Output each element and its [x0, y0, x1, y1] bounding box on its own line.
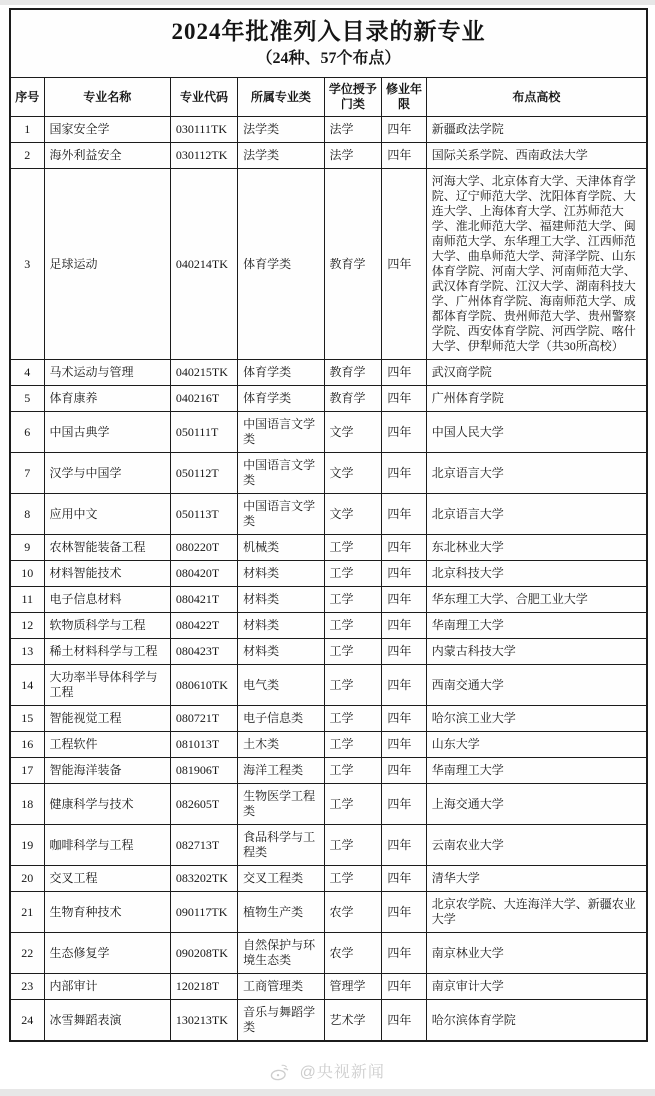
cell-universities: 南京审计大学	[426, 974, 646, 1000]
cell-major-name: 中国古典学	[44, 412, 170, 453]
cell-universities: 北京科技大学	[426, 561, 646, 587]
cell-category: 食品科学与工程类	[238, 825, 324, 866]
cell-universities: 清华大学	[426, 866, 646, 892]
cell-major-code: 081013T	[170, 732, 237, 758]
cell-major-code: 040214TK	[170, 169, 237, 360]
majors-table	[11, 78, 646, 1040]
cell-universities: 哈尔滨工业大学	[426, 706, 646, 732]
cell-major-name: 交叉工程	[44, 866, 170, 892]
cell-index: 7	[11, 453, 44, 494]
cell-major-code: 081906T	[170, 758, 237, 784]
cell-universities: 内蒙古科技大学	[426, 639, 646, 665]
cell-major-name: 材料智能技术	[44, 561, 170, 587]
cell-duration: 四年	[382, 706, 426, 732]
cell-major-code: 030112TK	[170, 143, 237, 169]
cell-degree: 法学	[324, 117, 382, 143]
cell-major-code: 080420T	[170, 561, 237, 587]
cell-major-name: 工程软件	[44, 732, 170, 758]
cell-duration: 四年	[382, 933, 426, 974]
cell-major-code: 082605T	[170, 784, 237, 825]
cell-major-name: 健康科学与技术	[44, 784, 170, 825]
cell-degree: 工学	[324, 732, 382, 758]
cell-category: 植物生产类	[238, 892, 324, 933]
cell-degree: 法学	[324, 143, 382, 169]
cell-duration: 四年	[382, 412, 426, 453]
cell-major-name: 大功率半导体科学与工程	[44, 665, 170, 706]
table-row	[11, 386, 646, 412]
cell-duration: 四年	[382, 535, 426, 561]
cell-index: 24	[11, 1000, 44, 1041]
table-row	[11, 453, 646, 494]
table-row	[11, 866, 646, 892]
cell-degree: 教育学	[324, 169, 382, 360]
cell-universities: 云南农业大学	[426, 825, 646, 866]
table-row	[11, 412, 646, 453]
cell-major-name: 体育康养	[44, 386, 170, 412]
cell-degree: 工学	[324, 561, 382, 587]
cell-major-name: 农林智能装备工程	[44, 535, 170, 561]
cell-major-code: 050111T	[170, 412, 237, 453]
cell-major-name: 咖啡科学与工程	[44, 825, 170, 866]
cell-major-code: 050113T	[170, 494, 237, 535]
cell-index: 3	[11, 169, 44, 360]
cell-major-name: 海外利益安全	[44, 143, 170, 169]
cell-major-code: 080610TK	[170, 665, 237, 706]
cell-index: 6	[11, 412, 44, 453]
table-row	[11, 639, 646, 665]
cell-category: 材料类	[238, 587, 324, 613]
cell-universities: 中国人民大学	[426, 412, 646, 453]
cell-index: 5	[11, 386, 44, 412]
cell-degree: 管理学	[324, 974, 382, 1000]
table-row	[11, 494, 646, 535]
cell-major-code: 040216T	[170, 386, 237, 412]
col-header-category: 所属专业类	[238, 78, 324, 117]
cell-category: 电子信息类	[238, 706, 324, 732]
cell-universities: 北京农学院、大连海洋大学、新疆农业大学	[426, 892, 646, 933]
cell-duration: 四年	[382, 453, 426, 494]
cell-category: 材料类	[238, 613, 324, 639]
cell-category: 法学类	[238, 117, 324, 143]
cell-major-name: 内部审计	[44, 974, 170, 1000]
cell-major-name: 国家安全学	[44, 117, 170, 143]
cell-major-name: 电子信息材料	[44, 587, 170, 613]
cell-major-name: 生态修复学	[44, 933, 170, 974]
table-row	[11, 825, 646, 866]
cell-duration: 四年	[382, 974, 426, 1000]
cell-duration: 四年	[382, 639, 426, 665]
table-header-row	[11, 78, 646, 117]
col-header-degree: 学位授予门类	[324, 78, 382, 117]
cell-index: 20	[11, 866, 44, 892]
cell-duration: 四年	[382, 758, 426, 784]
page-subtitle: （24种、57个布点）	[256, 50, 401, 67]
cell-category: 中国语言文学类	[238, 412, 324, 453]
cell-category: 材料类	[238, 561, 324, 587]
table-row	[11, 169, 646, 360]
cell-index: 13	[11, 639, 44, 665]
cell-degree: 文学	[324, 494, 382, 535]
cell-major-code: 083202TK	[170, 866, 237, 892]
table-row	[11, 117, 646, 143]
cell-degree: 教育学	[324, 386, 382, 412]
cell-duration: 四年	[382, 825, 426, 866]
cell-major-name: 智能视觉工程	[44, 706, 170, 732]
cell-degree: 工学	[324, 587, 382, 613]
cell-major-name: 智能海洋装备	[44, 758, 170, 784]
cell-degree: 工学	[324, 665, 382, 706]
cell-universities: 广州体育学院	[426, 386, 646, 412]
cell-category: 法学类	[238, 143, 324, 169]
cell-universities: 河海大学、北京体育大学、天津体育学院、辽宁师范大学、沈阳体育学院、大连大学、上海体育大学、江苏师范大学、淮北师范大学、福建师范大学、闽南师范大学、东华理工大学、江西师范大学、曲阜师范大学、菏泽学院、山东体育学院、河南大学、河南师范大学、武汉体育学院、江汉大学、湖南科技大学、广州体育学院、海南师范大学、成都体育学院、贵州师范大学、贵州警察学院、西安体育学院、河西学院、喀什大学、伊犁师范大学（共30所高校）	[426, 169, 646, 360]
cell-degree: 艺术学	[324, 1000, 382, 1041]
cell-duration: 四年	[382, 494, 426, 535]
cell-category: 自然保护与环境生态类	[238, 933, 324, 974]
cell-universities: 西南交通大学	[426, 665, 646, 706]
cell-category: 土木类	[238, 732, 324, 758]
table-row	[11, 892, 646, 933]
cell-degree: 工学	[324, 825, 382, 866]
cell-universities: 国际关系学院、西南政法大学	[426, 143, 646, 169]
table-body	[11, 117, 646, 1041]
table-row	[11, 758, 646, 784]
table-row	[11, 974, 646, 1000]
cell-degree: 工学	[324, 866, 382, 892]
cell-major-code: 050112T	[170, 453, 237, 494]
table-row	[11, 706, 646, 732]
cell-duration: 四年	[382, 732, 426, 758]
cell-degree: 教育学	[324, 360, 382, 386]
watermark-text: @央视新闻	[299, 1064, 385, 1081]
cell-index: 1	[11, 117, 44, 143]
cell-index: 8	[11, 494, 44, 535]
table-row	[11, 732, 646, 758]
cell-degree: 文学	[324, 453, 382, 494]
photo-edge-bottom	[0, 1089, 655, 1096]
cell-universities: 山东大学	[426, 732, 646, 758]
cell-major-code: 040215TK	[170, 360, 237, 386]
cell-major-code: 080421T	[170, 587, 237, 613]
cell-index: 10	[11, 561, 44, 587]
cell-major-code: 080721T	[170, 706, 237, 732]
cell-degree: 工学	[324, 535, 382, 561]
cell-universities: 东北林业大学	[426, 535, 646, 561]
cell-universities: 哈尔滨体育学院	[426, 1000, 646, 1041]
cell-universities: 上海交通大学	[426, 784, 646, 825]
cell-index: 23	[11, 974, 44, 1000]
cell-category: 中国语言文学类	[238, 453, 324, 494]
cell-index: 12	[11, 613, 44, 639]
cell-category: 体育学类	[238, 386, 324, 412]
cell-major-name: 稀土材料科学与工程	[44, 639, 170, 665]
cell-index: 14	[11, 665, 44, 706]
cell-duration: 四年	[382, 784, 426, 825]
cell-category: 电气类	[238, 665, 324, 706]
cell-universities: 北京语言大学	[426, 494, 646, 535]
cell-duration: 四年	[382, 613, 426, 639]
table-row	[11, 784, 646, 825]
table-frame	[9, 8, 648, 1042]
cell-major-code: 090208TK	[170, 933, 237, 974]
cell-major-code: 080220T	[170, 535, 237, 561]
cell-index: 18	[11, 784, 44, 825]
cell-duration: 四年	[382, 892, 426, 933]
cell-category: 海洋工程类	[238, 758, 324, 784]
cell-major-name: 足球运动	[44, 169, 170, 360]
cell-major-name: 冰雪舞蹈表演	[44, 1000, 170, 1041]
cell-universities: 新疆政法学院	[426, 117, 646, 143]
cell-degree: 农学	[324, 933, 382, 974]
cell-major-code: 120218T	[170, 974, 237, 1000]
cell-index: 17	[11, 758, 44, 784]
cell-index: 16	[11, 732, 44, 758]
cell-major-code: 080423T	[170, 639, 237, 665]
cell-universities: 武汉商学院	[426, 360, 646, 386]
cell-duration: 四年	[382, 360, 426, 386]
table-row	[11, 665, 646, 706]
cell-category: 中国语言文学类	[238, 494, 324, 535]
photo-edge-top	[0, 0, 655, 5]
table-row	[11, 933, 646, 974]
cell-index: 21	[11, 892, 44, 933]
cell-category: 体育学类	[238, 169, 324, 360]
cell-major-code: 082713T	[170, 825, 237, 866]
col-header-major-code: 专业代码	[170, 78, 237, 117]
cell-duration: 四年	[382, 1000, 426, 1041]
footer-watermark	[0, 1059, 655, 1086]
cell-category: 材料类	[238, 639, 324, 665]
cell-major-name: 应用中文	[44, 494, 170, 535]
col-header-universities: 布点高校	[426, 78, 646, 117]
cell-duration: 四年	[382, 143, 426, 169]
table-row	[11, 535, 646, 561]
cell-major-name: 汉学与中国学	[44, 453, 170, 494]
cell-universities: 华东理工大学、合肥工业大学	[426, 587, 646, 613]
cell-category: 工商管理类	[238, 974, 324, 1000]
cell-duration: 四年	[382, 665, 426, 706]
cell-duration: 四年	[382, 866, 426, 892]
cell-category: 交叉工程类	[238, 866, 324, 892]
cell-duration: 四年	[382, 561, 426, 587]
page-title: 2024年批准列入目录的新专业	[171, 19, 486, 44]
title-block	[11, 10, 646, 78]
cell-duration: 四年	[382, 587, 426, 613]
cell-index: 19	[11, 825, 44, 866]
cell-degree: 工学	[324, 613, 382, 639]
cell-duration: 四年	[382, 169, 426, 360]
cell-index: 4	[11, 360, 44, 386]
cell-major-code: 030111TK	[170, 117, 237, 143]
cell-major-name: 软物质科学与工程	[44, 613, 170, 639]
cell-degree: 工学	[324, 639, 382, 665]
table-row	[11, 561, 646, 587]
cell-category: 体育学类	[238, 360, 324, 386]
cell-degree: 文学	[324, 412, 382, 453]
cell-index: 2	[11, 143, 44, 169]
table-row	[11, 1000, 646, 1041]
weibo-icon	[270, 1064, 290, 1086]
table-row	[11, 587, 646, 613]
cell-degree: 工学	[324, 706, 382, 732]
cell-major-code: 090117TK	[170, 892, 237, 933]
cell-category: 生物医学工程类	[238, 784, 324, 825]
cell-major-name: 马术运动与管理	[44, 360, 170, 386]
table-row	[11, 143, 646, 169]
cell-major-name: 生物育种技术	[44, 892, 170, 933]
cell-index: 9	[11, 535, 44, 561]
cell-universities: 北京语言大学	[426, 453, 646, 494]
cell-universities: 华南理工大学	[426, 613, 646, 639]
table-row	[11, 613, 646, 639]
cell-universities: 南京林业大学	[426, 933, 646, 974]
cell-index: 11	[11, 587, 44, 613]
cell-category: 音乐与舞蹈学类	[238, 1000, 324, 1041]
cell-degree: 工学	[324, 784, 382, 825]
cell-category: 机械类	[238, 535, 324, 561]
cell-universities: 华南理工大学	[426, 758, 646, 784]
cell-degree: 农学	[324, 892, 382, 933]
cell-duration: 四年	[382, 386, 426, 412]
col-header-major-name: 专业名称	[44, 78, 170, 117]
cell-major-code: 080422T	[170, 613, 237, 639]
col-header-duration: 修业年限	[382, 78, 426, 117]
col-header-index: 序号	[11, 78, 44, 117]
cell-duration: 四年	[382, 117, 426, 143]
table-row	[11, 360, 646, 386]
cell-index: 22	[11, 933, 44, 974]
cell-degree: 工学	[324, 758, 382, 784]
cell-major-code: 130213TK	[170, 1000, 237, 1041]
cell-index: 15	[11, 706, 44, 732]
